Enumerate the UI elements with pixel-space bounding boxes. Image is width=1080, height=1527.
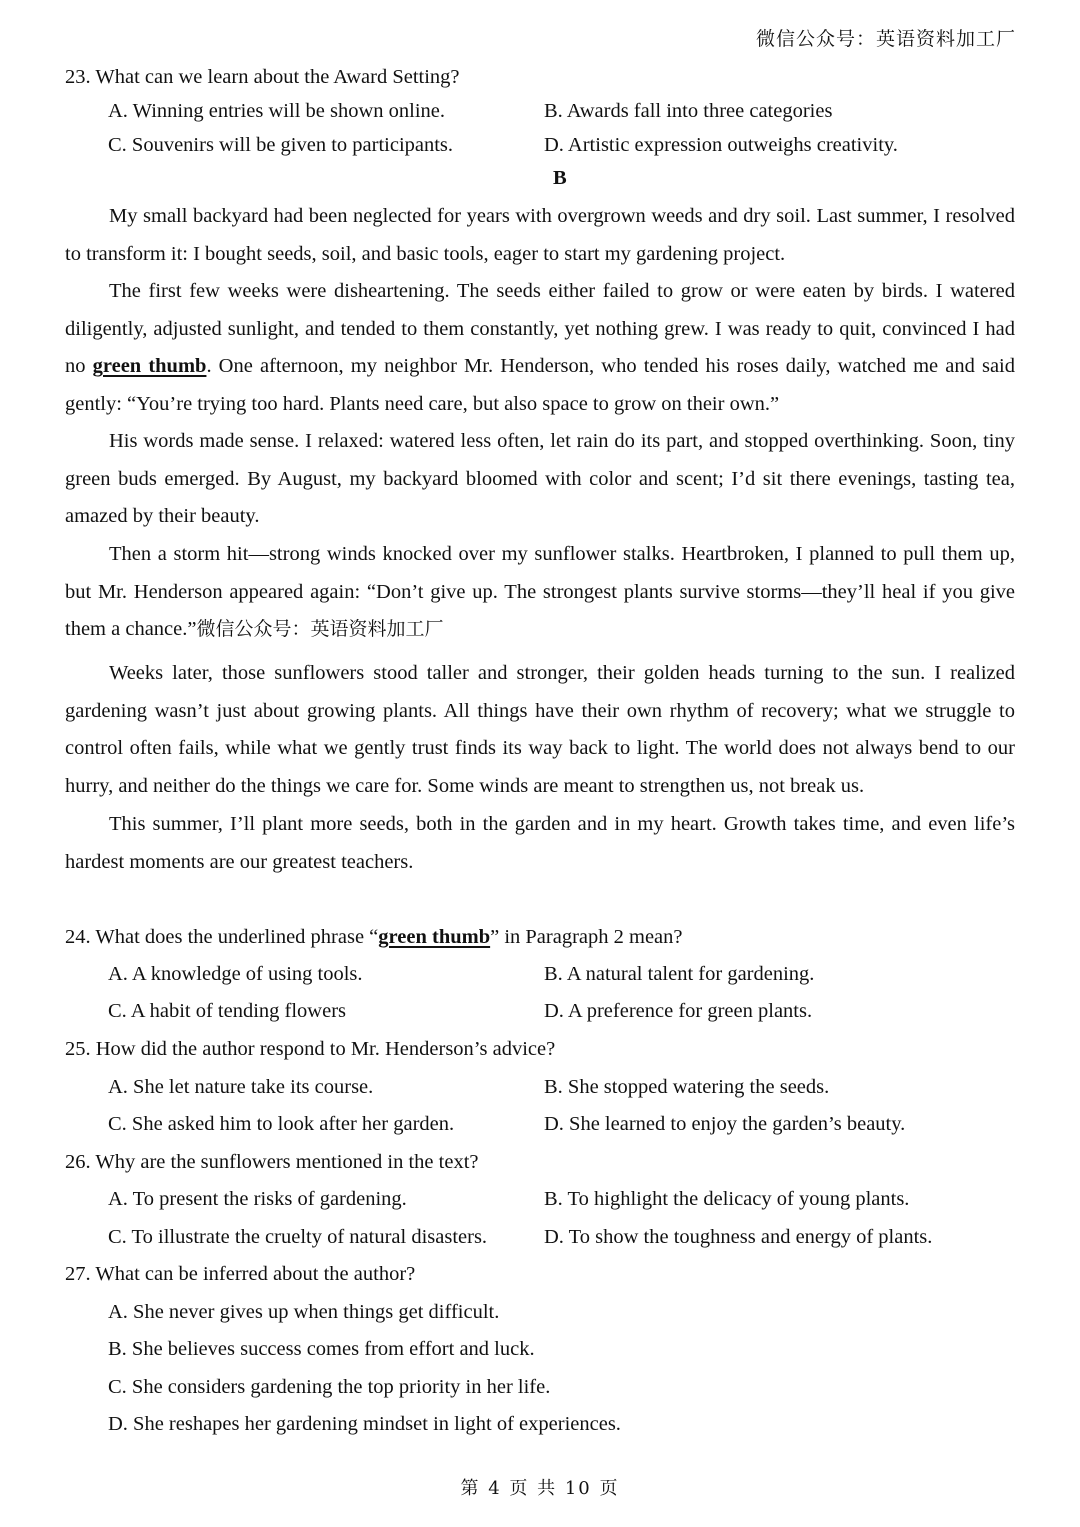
question-27-option-d: D. She reshapes her gardening mindset in light of experiences. [108,1413,621,1435]
question-27-option-a: A. She never gives up when things get difficult. [108,1301,500,1323]
question-26-option-a: A. To present the risks of gardening. [108,1188,407,1210]
passage-paragraph-5: Weeks later, those sunflowers stood taller and stronger, their golden heads turning to the sun. I realized gardening wasn’t just about growing plants. All things have their own rhythm of recovery; what we struggle to control often fails, while what we gently trust finds its way back to light. The world does not always bend to our hurry, and neither do the things we care for. Some winds are meant to strengthen us, not break us. [65,662,1015,797]
question-25-stem: 25. How did the author respond to Mr. Henderson’s advice? [65,1038,556,1060]
passage-paragraph-4 [65,536,1015,649]
inline-watermark: 微信公众号：英语资料加工厂 [196,618,444,641]
passage-paragraph-3: His words made sense. I relaxed: watered less often, let rain do its part, and stopped overthinking. Soon, tiny green buds emerged. By August, my backyard bloomed with color and scent; I’d sit there evenings, tasting tea, amazed by their beauty. [65,430,1015,528]
question-23-option-a: A. Winning entries will be shown online. [108,100,446,122]
question-25-option-d: D. She learned to enjoy the garden’s beauty. [544,1113,906,1135]
question-23-option-c: C. Souvenirs will be given to participants. [108,134,454,156]
question-24-stem-after: ” in Paragraph 2 mean? [490,926,683,948]
question-23-stem: 23. What can we learn about the Award Setting? [65,66,460,88]
question-24-option-c: C. A habit of tending flowers [108,1000,347,1022]
question-23-option-b: B. Awards fall into three categories [544,100,833,122]
passage-paragraph-1: My small backyard had been neglected for years with overgrown weeds and dry soil. Last summer, I resolved to transform it: I bought seeds, soil, and basic tools, eager to start my gardening project. [65,205,1015,265]
question-26-option-c: C. To illustrate the cruelty of natural disasters. [108,1226,488,1248]
question-25-option-b: B. She stopped watering the seeds. [544,1076,830,1098]
question-24-option-b: B. A natural talent for gardening. [544,963,815,985]
paragraph-2-text-before: The first few weeks were disheartening. The seeds either failed to grow or were eaten by birds. I watered diligently, adjusted sunlight, and tended to them constantly, yet nothing grew. I was ready to quit, convinced I had no [65,280,1015,378]
question-24-underlined-phrase: green thumb [378,926,491,948]
question-23-option-d: D. Artistic expression outweighs creativity. [544,134,898,156]
passage-paragraph-2 [65,273,1015,423]
question-27-stem: 27. What can be inferred about the author? [65,1263,416,1285]
question-27-option-b: B. She believes success comes from effort and luck. [108,1338,535,1360]
question-27-option-c: C. She considers gardening the top priority in her life. [108,1376,551,1398]
question-24-option-a: A. A knowledge of using tools. [108,963,363,985]
question-24-stem [65,926,683,949]
paragraph-2-text-after: . One afternoon, my neighbor Mr. Henderson, who tended his roses daily, watched me and said gently: “You’re trying too hard. Plants need care, but also space to grow on their own.” [65,355,1016,415]
section-label: B [553,167,567,189]
question-24-option-d: D. A preference for green plants. [544,1000,813,1022]
passage-paragraph-6: This summer, I’ll plant more seeds, both in the garden and in my heart. Growth takes time, and even life’s hardest moments are our greatest teachers. [65,813,1015,873]
question-25-option-c: C. She asked him to look after her garden. [108,1113,455,1135]
header-watermark: 微信公众号：英语资料加工厂 [755,28,1016,50]
question-26-option-d: D. To show the toughness and energy of plants. [544,1226,933,1248]
question-26-stem: 26. Why are the sunflowers mentioned in the text? [65,1151,479,1173]
question-24-stem-before: 24. What does the underlined phrase “ [65,926,379,948]
question-25-option-a: A. She let nature take its course. [108,1076,374,1098]
paragraph-4-text: Then a storm hit—strong winds knocked over my sunflower stalks. Heartbroken, I planned to pull them up, but Mr. Henderson appeared again: “Don’t give up. The strongest plants survive storms—they’ll heal if you give them a chance.” [65,543,1015,641]
question-26-option-b: B. To highlight the delicacy of young plants. [544,1188,910,1210]
underlined-phrase-green-thumb: green thumb [92,355,207,378]
page-number-footer: 第 4 页 共 10 页 [460,1478,620,1499]
